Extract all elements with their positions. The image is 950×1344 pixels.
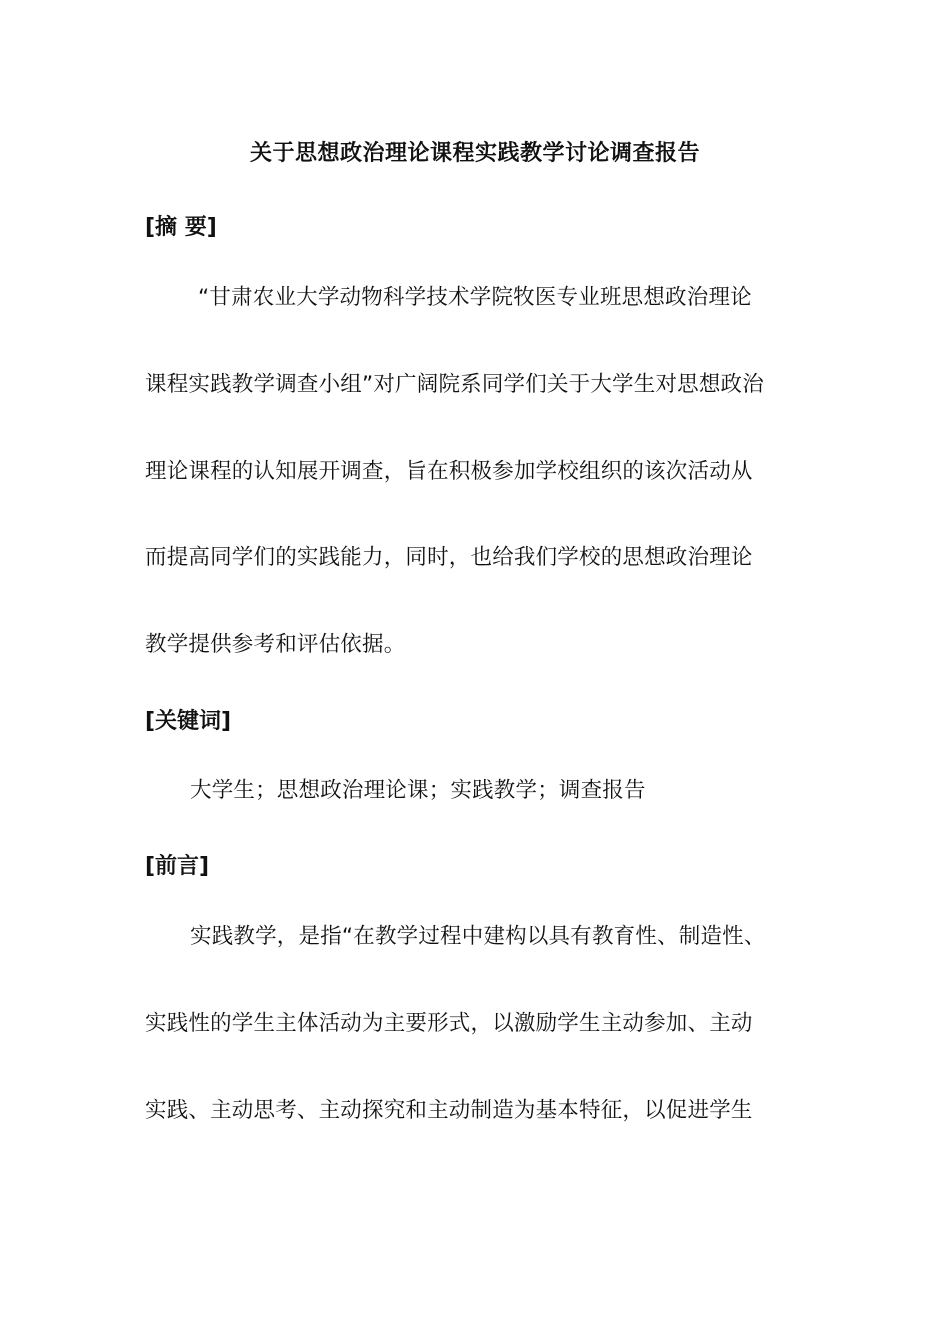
abstract-line-4: 而提高同学们的实践能力，同时，也给我们学校的思想政治理论 — [145, 545, 753, 570]
preface-line-1: 实践教学，是指“在教学过程中建构以具有教育性、制造性、 — [190, 924, 766, 949]
keywords-heading: [关键词] — [145, 709, 232, 734]
preface-heading: [前言] — [145, 854, 210, 879]
preface-line-2: 实践性的学生主体活动为主要形式，以激励学生主动参加、主动 — [145, 1011, 753, 1036]
preface-line-3: 实践、主动思考、主动探究和主动制造为基本特征，以促进学生 — [145, 1098, 753, 1123]
abstract-heading: [摘 要] — [145, 215, 217, 240]
abstract-line-5: 教学提供参考和评估依据。 — [145, 632, 406, 657]
abstract-line-1: “甘肃农业大学动物科学技术学院牧医专业班思想政治理论 — [198, 285, 752, 310]
abstract-line-2: 课程实践教学调查小组”对广阔院系同学们关于大学生对思想政治 — [145, 372, 764, 397]
abstract-line-3: 理论课程的认知展开调查，旨在积极参加学校组织的该次活动从 — [145, 459, 753, 484]
keywords-text: 大学生；思想政治理论课；实践教学；调查报告 — [190, 778, 646, 803]
document-title: 关于思想政治理论课程实践教学讨论调查报告 — [249, 141, 700, 166]
